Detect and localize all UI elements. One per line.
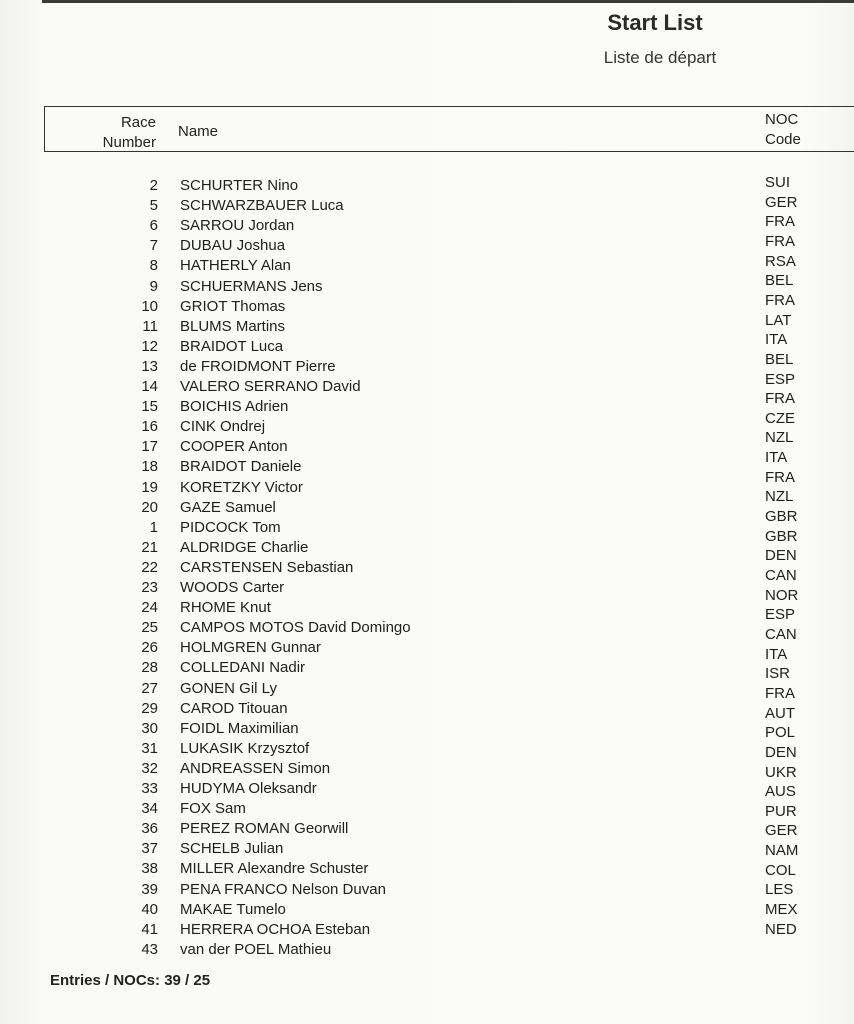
rider-name: FOIDL Maximilian	[180, 719, 299, 737]
race-number: 30	[141, 719, 158, 737]
rider-name: BOICHIS Adrien	[180, 398, 289, 416]
noc-code: AUT	[765, 704, 795, 722]
top-rule	[42, 0, 854, 3]
noc-code: BEL	[765, 272, 794, 290]
rider-name: PENA FRANCO Nelson Duvan	[180, 880, 386, 898]
race-number: 25	[141, 619, 158, 637]
race-number: 14	[141, 378, 158, 395]
race-number: 26	[141, 639, 158, 657]
rider-name: CARSTENSEN Sebastian	[180, 558, 354, 576]
table-row	[0, 297, 854, 317]
table-row	[0, 699, 854, 719]
rider-name: SARROU Jordan	[180, 217, 295, 235]
table-row	[0, 839, 854, 859]
rider-name: VALERO SERRANO David	[180, 378, 361, 395]
race-number: 40	[141, 900, 158, 918]
noc-code: PUR	[765, 802, 797, 820]
noc-code: FRA	[765, 232, 795, 250]
race-number: 2	[149, 177, 158, 194]
race-number: 1	[149, 518, 158, 536]
race-number: 39	[141, 880, 158, 898]
race-number: 6	[149, 217, 158, 235]
race-number: 9	[149, 277, 158, 295]
noc-code: CZE	[765, 409, 795, 427]
race-number: 5	[149, 197, 158, 215]
noc-code: GER	[765, 822, 798, 840]
rider-name: de FROIDMONT Pierre	[180, 357, 336, 375]
race-number: 32	[141, 759, 158, 777]
entry-list	[0, 176, 854, 956]
table-row	[0, 779, 854, 799]
rider-name: SCHURTER Nino	[180, 177, 299, 194]
header-race-number	[60, 113, 156, 153]
table-row	[0, 618, 854, 638]
rider-name: CAMPOS MOTOS David Domingo	[180, 619, 411, 637]
noc-code: BEL	[765, 350, 794, 368]
rider-name: SCHUERMANS Jens	[180, 277, 323, 295]
noc-code: NZL	[765, 488, 794, 506]
race-number: 41	[141, 920, 158, 938]
race-number: 20	[141, 498, 158, 516]
header-noc-line1: NOC	[765, 111, 799, 128]
rider-name: HATHERLY Alan	[180, 257, 291, 275]
race-number: 33	[141, 780, 158, 797]
race-number: 16	[141, 418, 158, 436]
noc-code: COL	[765, 861, 796, 879]
table-row	[0, 176, 854, 196]
rider-name: HOLMGREN Gunnar	[180, 639, 321, 657]
race-number: 17	[141, 438, 158, 456]
noc-code: FRA	[765, 684, 795, 702]
table-row	[0, 437, 854, 457]
table-row	[0, 739, 854, 759]
table-row	[0, 417, 854, 437]
rider-name: BRAIDOT Daniele	[180, 458, 302, 476]
race-number: 37	[141, 840, 158, 858]
race-number: 19	[141, 478, 158, 496]
race-number: 11	[142, 317, 158, 335]
rider-name: GONEN Gil Ly	[180, 679, 277, 697]
race-number: 29	[141, 699, 158, 717]
rider-name: KORETZKY Victor	[180, 478, 303, 496]
table-row	[0, 578, 854, 598]
page-title: Start List	[607, 10, 703, 35]
rider-name: ALDRIDGE Charlie	[180, 538, 309, 556]
noc-code: POL	[765, 724, 796, 742]
noc-code: FRA	[765, 291, 795, 309]
rider-name: BLUMS Martins	[180, 317, 286, 335]
noc-code: LES	[765, 881, 794, 899]
rider-name: FOX Sam	[180, 800, 246, 818]
table-row	[0, 538, 854, 558]
table-row	[0, 679, 854, 699]
race-number: 21	[141, 538, 158, 556]
table-row	[0, 498, 854, 518]
rider-name: GRIOT Thomas	[180, 297, 286, 315]
rider-name: DUBAU Joshua	[180, 237, 286, 255]
noc-code: DEN	[765, 743, 797, 761]
table-row	[0, 457, 854, 477]
table-row	[0, 799, 854, 819]
noc-code: FRA	[765, 390, 795, 408]
noc-code: MEX	[765, 901, 798, 919]
table-row	[0, 759, 854, 779]
noc-code: SUI	[765, 174, 791, 191]
rider-name: PIDCOCK Tom	[180, 518, 281, 536]
table-header-box	[44, 106, 854, 152]
rider-name: LUKASIK Krzysztof	[180, 739, 310, 757]
rider-name: GAZE Samuel	[180, 498, 276, 516]
race-number: 43	[141, 940, 158, 958]
table-row	[0, 377, 854, 397]
table-row	[0, 478, 854, 498]
rider-name: van der POEL Mathieu	[180, 940, 332, 958]
table-row	[0, 196, 854, 216]
table-row	[0, 518, 854, 538]
noc-code: CAN	[765, 567, 797, 584]
race-number: 31	[141, 739, 158, 757]
noc-code: CAN	[765, 625, 797, 643]
race-number: 38	[141, 860, 158, 878]
table-row	[0, 819, 854, 839]
noc-code: ITA	[765, 645, 788, 663]
noc-code: AUS	[765, 783, 796, 801]
table-row	[0, 920, 854, 940]
table-row	[0, 940, 854, 960]
noc-code: GER	[765, 193, 798, 211]
race-number: 36	[141, 820, 158, 838]
table-row	[0, 337, 854, 357]
rider-name: RHOME Knut	[180, 599, 271, 617]
table-row	[0, 719, 854, 739]
race-number: 8	[149, 257, 158, 275]
noc-code: ITA	[765, 449, 788, 467]
table-row	[0, 357, 854, 377]
noc-code: GBR	[765, 527, 798, 545]
noc-code: UKR	[765, 763, 797, 781]
noc-code: NAM	[765, 842, 799, 860]
noc-code: ESP	[765, 370, 796, 388]
noc-code: RSA	[765, 252, 796, 270]
rider-name: PEREZ ROMAN Georwill	[180, 820, 349, 838]
table-row	[0, 900, 854, 920]
header-race-line2: Number	[102, 134, 156, 151]
rider-name: SCHWARZBAUER Luca	[180, 197, 344, 215]
rider-name: WOODS Carter	[180, 579, 285, 596]
entries-summary: Entries / NOCs: 39 / 25	[50, 972, 211, 989]
rider-name: COOPER Anton	[180, 438, 288, 456]
rider-name: BRAIDOT Luca	[180, 337, 284, 355]
table-row	[0, 558, 854, 578]
table-row	[0, 216, 854, 236]
noc-code: FRA	[765, 468, 795, 486]
noc-code: ITA	[765, 331, 788, 349]
race-number: 24	[141, 599, 158, 617]
noc-code: NZL	[765, 429, 794, 447]
race-number: 7	[149, 237, 158, 255]
table-row	[0, 638, 854, 658]
noc-code: NED	[765, 920, 797, 938]
table-row	[0, 277, 854, 297]
noc-code: GBR	[765, 508, 798, 526]
noc-code: LAT	[765, 311, 792, 329]
race-number: 15	[141, 398, 158, 416]
table-row	[0, 880, 854, 900]
noc-code: NOR	[765, 586, 799, 604]
race-number: 28	[141, 659, 158, 677]
race-number: 22	[141, 558, 158, 576]
noc-code: DEN	[765, 547, 797, 565]
race-number: 18	[141, 458, 158, 476]
race-number: 13	[141, 357, 158, 375]
header-name: Name	[178, 123, 219, 140]
noc-code: ESP	[765, 606, 796, 624]
noc-code: FRA	[765, 213, 795, 231]
race-number: 27	[141, 679, 158, 697]
table-row	[0, 317, 854, 337]
table-row	[0, 256, 854, 276]
rider-name: CAROD Titouan	[180, 699, 288, 717]
rider-name: MILLER Alexandre Schuster	[180, 860, 369, 878]
rider-name: COLLEDANI Nadir	[180, 659, 306, 677]
rider-name: CINK Ondrej	[180, 418, 266, 436]
rider-name: ANDREASSEN Simon	[180, 759, 331, 777]
rider-name: SCHELB Julian	[180, 840, 284, 858]
header-noc-code	[765, 110, 801, 150]
rider-name: MAKAE Tumelo	[180, 900, 286, 918]
table-row	[0, 236, 854, 256]
race-number: 10	[141, 297, 158, 315]
header-noc-line2: Code	[765, 131, 801, 148]
table-row	[0, 859, 854, 879]
header-race-line1: Race	[120, 114, 156, 131]
table-row	[0, 658, 854, 678]
noc-code: ISR	[765, 665, 791, 683]
rider-name: HERRERA OCHOA Esteban	[180, 920, 371, 938]
race-number: 34	[141, 800, 158, 818]
page-subtitle: Liste de départ	[603, 48, 717, 67]
table-row	[0, 598, 854, 618]
rider-name: HUDYMA Oleksandr	[180, 780, 317, 797]
race-number: 23	[141, 579, 158, 596]
race-number: 12	[141, 337, 158, 355]
table-row	[0, 397, 854, 417]
